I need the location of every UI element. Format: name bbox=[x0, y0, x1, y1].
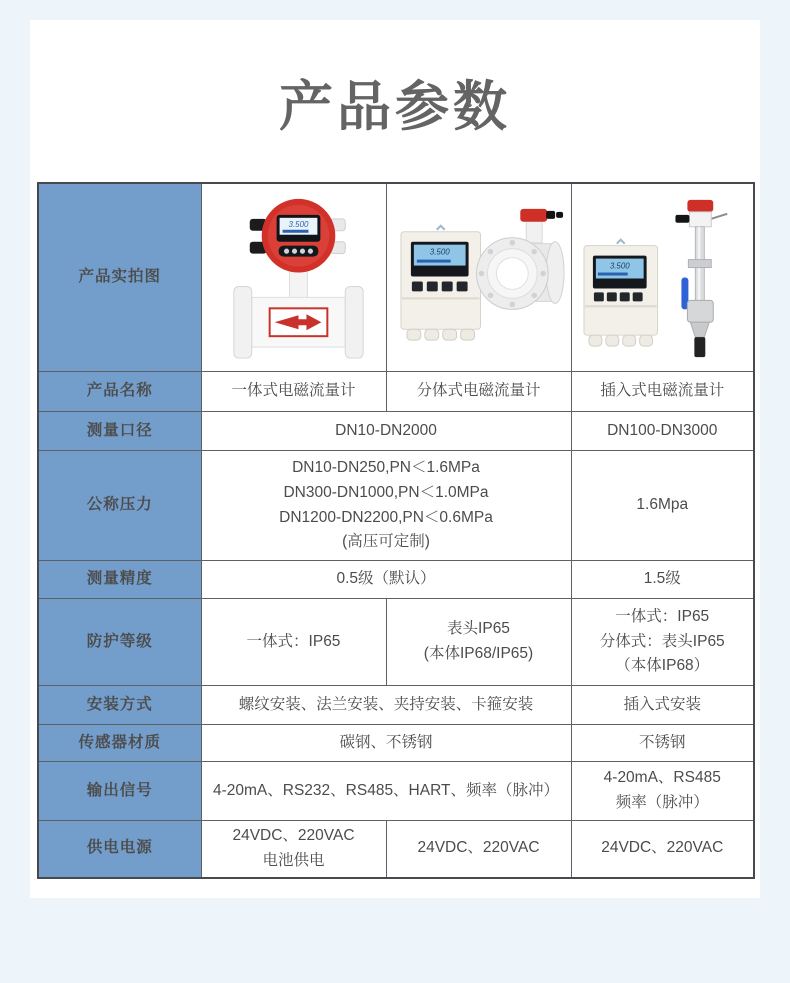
protection-line: 表头IP65 bbox=[447, 620, 510, 638]
row-label-power: 供电电源 bbox=[38, 821, 201, 878]
power-insertion: 24VDC、220VAC bbox=[571, 821, 754, 878]
product-name-insertion: 插入式电磁流量计 bbox=[571, 372, 754, 412]
pressure-line: DN1200-DN2200,PN＜0.6MPa bbox=[279, 508, 493, 526]
protection-line: 一体式：IP65 bbox=[615, 607, 710, 625]
row-label-installation: 安装方式 bbox=[38, 686, 201, 725]
svg-text:3.500: 3.500 bbox=[429, 247, 450, 257]
page-title: 产品参数 bbox=[279, 77, 511, 137]
protection-line: （本体IP68） bbox=[615, 657, 710, 675]
protection-line: (本体IP68/IP65) bbox=[423, 645, 534, 663]
row-accuracy bbox=[38, 561, 754, 599]
pressure-line: DN300-DN1000,PN＜1.0MPa bbox=[283, 483, 489, 501]
row-sensor-material bbox=[38, 725, 754, 762]
row-output-signal bbox=[38, 762, 754, 821]
row-product-photos bbox=[38, 183, 754, 372]
accuracy-integrated-split: 0.5级（默认） bbox=[201, 561, 571, 599]
photo-cell-split bbox=[386, 183, 571, 372]
row-label-accuracy: 测量精度 bbox=[38, 561, 201, 599]
installation-insertion: 插入式安装 bbox=[571, 686, 754, 725]
row-power-supply bbox=[38, 821, 754, 878]
diameter-insertion: DN100-DN3000 bbox=[571, 412, 754, 451]
photo-cell-integrated bbox=[201, 183, 386, 372]
row-label-output: 输出信号 bbox=[38, 762, 201, 821]
row-label-material: 传感器材质 bbox=[38, 725, 201, 762]
pressure-integrated-split bbox=[201, 451, 571, 561]
installation-integrated-split: 螺纹安装、法兰安装、夹持安装、卡箍安装 bbox=[201, 686, 571, 725]
output-line: 4-20mA、RS485 bbox=[603, 769, 721, 787]
row-label-protection: 防护等级 bbox=[38, 599, 201, 686]
pressure-line: DN10-DN250,PN＜1.6MPa bbox=[292, 459, 480, 476]
protection-line: 分体式：表头IP65 bbox=[599, 632, 725, 650]
material-integrated-split: 碳钢、不锈钢 bbox=[201, 725, 571, 762]
spec-table bbox=[37, 182, 755, 879]
power-split: 24VDC、220VAC bbox=[386, 821, 571, 878]
row-measuring-diameter bbox=[38, 412, 754, 451]
svg-text:3.500: 3.500 bbox=[288, 219, 308, 229]
row-nominal-pressure bbox=[38, 451, 754, 561]
pressure-insertion: 1.6Mpa bbox=[571, 451, 754, 561]
svg-text:3.500: 3.500 bbox=[609, 261, 630, 271]
insertion-flowmeter-photo bbox=[576, 186, 755, 369]
product-name-integrated: 一体式电磁流量计 bbox=[201, 372, 386, 412]
output-line: 频率（脉冲） bbox=[615, 794, 709, 812]
row-label-diameter: 测量口径 bbox=[38, 412, 201, 451]
pressure-line: (高压可定制) bbox=[342, 533, 430, 551]
protection-integrated: 一体式：IP65 bbox=[201, 599, 386, 686]
content-card bbox=[30, 20, 760, 898]
protection-split bbox=[386, 599, 571, 686]
row-label-pressure: 公称压力 bbox=[38, 451, 201, 561]
split-flowmeter-photo bbox=[391, 186, 572, 369]
power-line: 电池供电 bbox=[262, 851, 325, 869]
diameter-integrated-split: DN10-DN2000 bbox=[201, 412, 571, 451]
row-label-photos: 产品实拍图 bbox=[38, 183, 201, 372]
photo-cell-insertion bbox=[571, 183, 754, 372]
product-name-split: 分体式电磁流量计 bbox=[386, 372, 571, 412]
row-product-name bbox=[38, 372, 754, 412]
integrated-flowmeter-photo bbox=[206, 186, 387, 369]
material-insertion: 不锈钢 bbox=[571, 725, 754, 762]
row-protection bbox=[38, 599, 754, 686]
power-line: 24VDC、220VAC bbox=[232, 827, 355, 845]
row-installation bbox=[38, 686, 754, 725]
output-integrated-split: 4-20mA、RS232、RS485、HART、频率（脉冲） bbox=[201, 762, 571, 821]
row-label-name: 产品名称 bbox=[38, 372, 201, 412]
output-insertion bbox=[571, 762, 754, 821]
power-integrated bbox=[201, 821, 386, 878]
protection-insertion bbox=[571, 599, 754, 686]
accuracy-insertion: 1.5级 bbox=[571, 561, 754, 599]
